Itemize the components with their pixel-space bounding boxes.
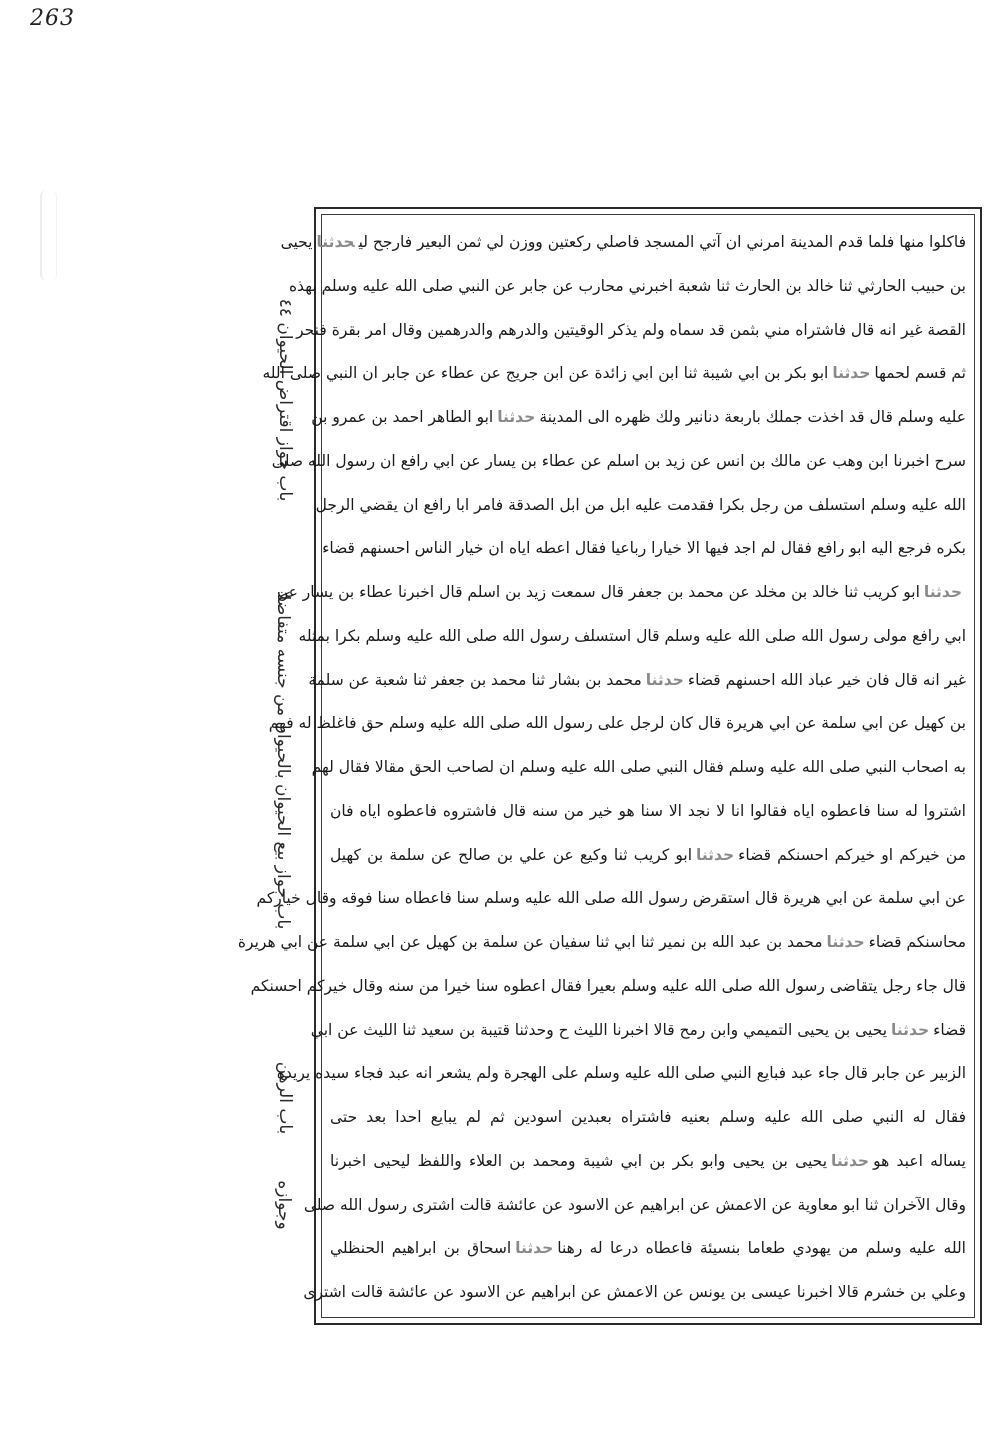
line-text: عليه وسلم قال قد اخذت جملك باربعة دنانير ولك ظهره الى المدينة bbox=[539, 408, 966, 426]
line-text-continued: ابو كريب ثنا وكيع عن علي بن صالح عن سلمة بن كهيل bbox=[330, 845, 693, 864]
text-line bbox=[276, 1053, 966, 1093]
margin-note: وجوازه bbox=[274, 1180, 294, 1230]
line-text: فاكلوا منها فلما قدم المدينة امرني ان آتي المسجد فاصلي ركعتين ووزن لي ثمن البعير فارجح لي bbox=[358, 233, 966, 251]
rubric-word: حدثنا bbox=[831, 1151, 870, 1170]
line-text-continued: ابو بكر بن ابي شيبة ثنا ابن ابي زائدة عن ابن جريج عن عطاء عن جابر ان النبي صلى الله bbox=[262, 364, 829, 383]
text-line bbox=[330, 1228, 966, 1268]
text-line bbox=[330, 1097, 966, 1137]
line-text: من خيركم او خيركم احسنكم قضاء bbox=[738, 845, 967, 864]
line-text-continued: محمد بن بشار ثنا محمد بن جعفر ثنا شعبة عن سلمة bbox=[308, 670, 642, 689]
margin-note: باب الرهن bbox=[275, 1061, 295, 1135]
ink-bleed-mark bbox=[40, 190, 57, 280]
line-text: يساله اعبد هو bbox=[873, 1151, 966, 1170]
text-line bbox=[288, 266, 966, 306]
line-text: الله عليه وسلم استسلف من رجل بكرا فقدمت عليه ابل من ابل الصدقة فامر ابا رافع ان يقضي الرجل bbox=[315, 495, 966, 514]
line-text-continued: محمد بن عبد الله بن نمير ثنا ابي ثنا سفيان عن سلمة بن كهيل عن ابي سلمة عن ابي هريرة bbox=[237, 933, 823, 951]
text-line bbox=[303, 1185, 966, 1225]
line-text: ابي رافع مولى رسول الله صلى الله عليه وسلم قال استسلف رسول الله صلى الله عليه وسلم بكرا بمثله bbox=[298, 626, 966, 645]
rubric-word: حدثنا bbox=[832, 364, 871, 383]
text-line bbox=[308, 660, 966, 700]
line-text: بن كهيل عن ابي سلمة عن ابي هريرة قال كان لرجل على رسول الله صلى الله عليه وسلم حق فاغلظ له فهم bbox=[268, 714, 966, 733]
rubric-word: حدثنا bbox=[923, 583, 962, 601]
text-line bbox=[237, 922, 966, 962]
line-text: غير انه قال فان خير عباد الله احسنهم قضاء bbox=[687, 670, 966, 689]
rubric-word: حدثنا bbox=[515, 1239, 554, 1258]
rubric-word: حدثنا bbox=[696, 845, 735, 864]
text-line bbox=[330, 1141, 966, 1181]
margin-note: باب جواز اقتراض الحيوان ٤٤ bbox=[275, 298, 295, 502]
line-text-continued: ابو الطاهر احمد بن عمرو بن bbox=[311, 408, 494, 426]
text-line bbox=[250, 966, 966, 1006]
text-line bbox=[303, 1272, 966, 1312]
line-text: قال جاء رجل يتقاضى رسول الله صلى الله عليه وسلم بعيرا فقال اعطوه سنا خيرا من سنه وقال خيركم احسنكم bbox=[250, 976, 966, 995]
text-line bbox=[322, 528, 966, 568]
line-text: الزبير عن جابر قال جاء عبد فبايع النبي صلى الله عليه وسلم على الهجرة ولم يشعر انه عبد فجاء سيده يريده bbox=[276, 1064, 966, 1083]
rubric-word: حدثنا bbox=[891, 1020, 930, 1039]
line-text: الله عليه وسلم من يهودي طعاما بنسيئة فاعطاه درعا له رهنا bbox=[557, 1239, 966, 1258]
text-line bbox=[256, 878, 966, 918]
text-line bbox=[315, 485, 966, 525]
line-text: قضاء bbox=[933, 1020, 966, 1039]
line-text: ابو كريب ثنا خالد بن مخلد عن محمد بن جعفر قال سمعت زيد بن اسلم قال اخبرنا عطاء بن يسار عن bbox=[276, 583, 920, 601]
line-text: محاسنكم قضاء bbox=[868, 933, 966, 951]
line-text: ثم قسم لحمها bbox=[874, 364, 966, 383]
text-line bbox=[276, 572, 966, 612]
text-line bbox=[280, 222, 966, 262]
line-text: بكره فرجع اليه ابو رافع فقال لم اجد فيها الا خيارا رباعيا فقال اعطه اياه ان خيار الناس احسنهم قضاء bbox=[322, 539, 966, 558]
line-text: فقال له النبي صلى الله عليه وسلم بعنيه فاشتراه بعبدين اسودين ثم لم يبايع احدا بعد حتى bbox=[330, 1108, 966, 1126]
text-line bbox=[311, 397, 966, 437]
line-text: عن ابي سلمة عن ابي هريرة قال استقرض رسول الله صلى الله عليه وسلم سنا فاعطاه سنا فوقه وقال خياركم bbox=[256, 889, 966, 908]
line-text: وقال الآخران ثنا ابو معاوية عن الاعمش عن ابراهيم عن الاسود عن عائشة قالت اشترى رسول الله صلى bbox=[303, 1195, 966, 1214]
text-line bbox=[311, 747, 966, 787]
folio-number: 263 bbox=[30, 6, 75, 31]
text-line bbox=[296, 310, 966, 350]
line-text: وعلي بن خشرم قالا اخبرنا عيسى بن يونس عن الاعمش عن ابراهيم عن الاسود عن عائشة قالت اشترى bbox=[303, 1283, 966, 1301]
margin-note: باب جواز بيع الحيوان بالحيوان من جنسه متفاضلا bbox=[273, 590, 293, 930]
line-text: القصة غير انه قال فاشتراه مني بثمن قد سماه ولم يذكر الوقيتين والدرهم والدرهمين وقال امر بقرة فنحر bbox=[296, 320, 966, 339]
rubric-word: حدثنا bbox=[645, 670, 684, 689]
line-text-continued: يحيى بن يحيى وابو بكر بن ابي شيبة ومحمد بن العلاء واللفظ ليحيى اخبرنا bbox=[330, 1151, 828, 1170]
text-line bbox=[298, 616, 966, 656]
text-line bbox=[330, 791, 966, 831]
line-text: اشتروا له سنا فاعطوه اياه فقالوا انا لا نجد الا سنا هو خير من سنه قال فاشتروه فاعطوه اياه فان bbox=[330, 801, 966, 820]
line-text-continued: يحيى بن يحيى التميمي وابن رمح قالا اخبرنا الليث ح وحدثنا قتيبة بن سعيد ثنا الليث عن ابي bbox=[310, 1020, 888, 1039]
line-text: بن حبيب الحارثي ثنا خالد بن الحارث ثنا شعبة اخبرني محارب عن جابر عن النبي صلى الله عليه وسلم بهذه bbox=[288, 276, 966, 295]
text-line bbox=[271, 441, 966, 481]
line-text: به اصحاب النبي صلى الله عليه وسلم فقال النبي صلى الله عليه وسلم ان لصاحب الحق مقالا فقال لهم bbox=[311, 758, 966, 776]
rubric-word: حدثنا bbox=[316, 233, 355, 251]
text-line bbox=[268, 703, 966, 743]
rubric-word: حدثنا bbox=[826, 933, 865, 951]
text-line bbox=[310, 1010, 966, 1050]
line-text-continued: يحيى bbox=[280, 233, 313, 251]
line-text: سرح اخبرنا ابن وهب عن مالك بن انس عن زيد بن اسلم عن عطاء بن يسار عن ابي رافع ان رسول الله صلى bbox=[271, 451, 966, 470]
rubric-word: حدثنا bbox=[497, 408, 536, 426]
text-line bbox=[262, 353, 966, 393]
line-text-continued: اسحاق بن ابراهيم الحنظلي bbox=[330, 1239, 512, 1258]
text-line bbox=[330, 835, 966, 875]
